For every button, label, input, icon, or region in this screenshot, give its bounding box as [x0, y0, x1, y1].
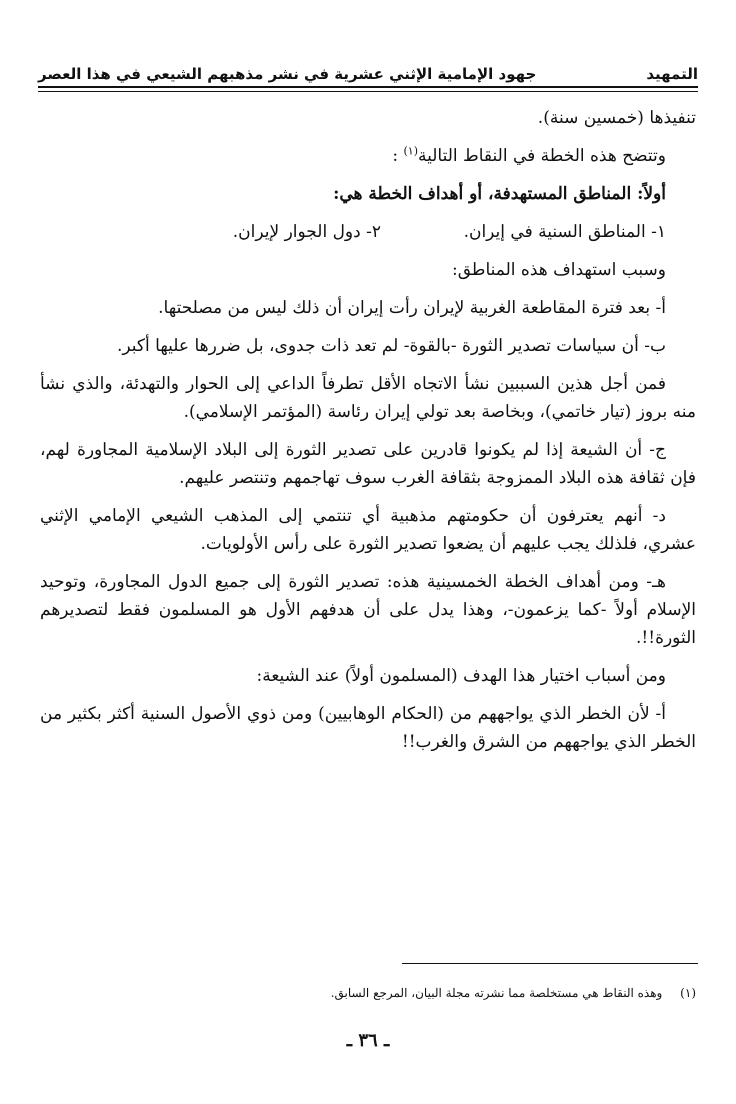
- footnote-ref[interactable]: (١): [403, 144, 418, 158]
- paragraph-9: د- أنهم يعترفون أن حكومتهم مذهبية أي تنتمي إلى المذهب الشيعي الإمامي الإثني عشري، فلذلك يجب عليهم أن يضعوا تصدير الثورة على رأس الأولويات.: [40, 506, 696, 554]
- paragraph-1: تنفيذها (خمسين سنة).: [537, 108, 696, 128]
- list-item-1: ١- المناطق السنية في إيران.: [463, 222, 666, 242]
- body-text: [40, 104, 696, 766]
- paragraph-7: فمن أجل هذين السببين نشأ الاتجاه الأقل تطرفاً الداعي إلى الحوار والتهدئة، والذي نشأ منه بروز (تيار خاتمي)، وبخاصة بعد تولي إيران رئاسة (المؤتمر الإسلامي).: [40, 374, 696, 422]
- running-header: [38, 56, 698, 84]
- paragraph-4: وسبب استهداف هذه المناطق:: [452, 260, 666, 280]
- paragraph-2-end: :: [392, 146, 399, 166]
- paragraph-6: ب- أن سياسات تصدير الثورة -بالقوة- لم تعد ذات جدوى، بل ضررها عليها أكبر.: [117, 336, 666, 356]
- header-rule-thin: [38, 91, 698, 92]
- footnote-divider: [402, 963, 698, 964]
- header-book-title: جهود الإمامية الإثني عشرية في نشر مذهبهم الشيعي في هذا العصر: [38, 65, 537, 83]
- paragraph-10: هـ- ومن أهداف الخطة الخمسينية هذه: تصدير الثورة إلى جميع الدول المجاورة، وتوحيد الإسلام أولاً -كما يزعمون-، وهذا يدل على أن هدفهم الأول هو المسلمون فقط لتصديرهم الثورة!!.: [40, 572, 696, 648]
- list-item-2: ٢- دول الجوار لإيران.: [232, 222, 381, 242]
- paragraph-2: [40, 142, 696, 170]
- paragraph-11: ومن أسباب اختيار هذا الهدف (المسلمون أولاً) عند الشيعة:: [256, 666, 666, 686]
- target-areas-list: [40, 218, 696, 246]
- section-heading: أولاً: المناطق المستهدفة، أو أهداف الخطة هي:: [333, 184, 666, 204]
- footnote-text: وهذه النقاط هي مستخلصة مما نشرته مجلة البيان، المرجع السابق.: [330, 986, 663, 1000]
- paragraph-8: ج- أن الشيعة إذا لم يكونوا قادرين على تصدير الثورة إلى البلاد الإسلامية المجاورة لهم، فإن ثقافة هذه البلاد الممزوجة بثقافة الغرب سوف تهاجمهم وتنتصر عليهم.: [40, 440, 696, 488]
- paragraph-12: أ- لأن الخطر الذي يواجههم من (الحكام الوهابيين) ومن ذوي الأصول السنية أكثر بكثير من الخطر الذي يواجههم من الشرق والغرب!!: [40, 704, 696, 752]
- header-rule-thick: [38, 86, 698, 88]
- paragraph-5: أ- بعد فترة المقاطعة الغربية لإيران رأت إيران أن ذلك ليس من مصلحتها.: [158, 298, 666, 318]
- header-section: التمهيد: [646, 65, 698, 83]
- footnote-mark: (١): [680, 986, 696, 1000]
- footnote: [40, 984, 696, 1002]
- page-number: ـ ٣٦ ـ: [346, 1030, 390, 1051]
- paragraph-2-text: وتتضح هذه الخطة في النقاط التالية: [417, 146, 666, 166]
